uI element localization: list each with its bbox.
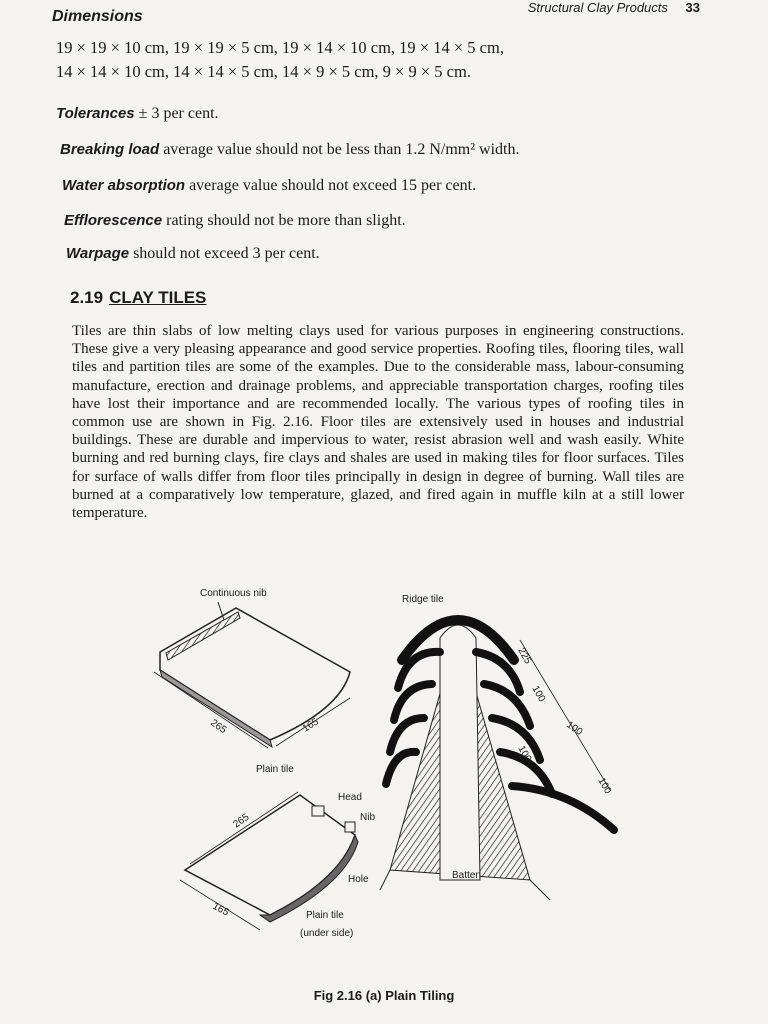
label-dim-100-c: 100: [515, 744, 534, 764]
label-ridge-tile: Ridge tile: [402, 594, 444, 605]
running-head-title: Structural Clay Products: [527, 0, 668, 15]
label-nib: Nib: [360, 812, 376, 823]
spec-warpage: [66, 244, 320, 264]
figure-drawing: [140, 580, 640, 960]
section-heading: [70, 288, 206, 308]
section-number: 2.19: [70, 288, 104, 307]
plain-tile-drawing: [154, 602, 350, 748]
dimensions-label: Dimensions: [52, 8, 143, 25]
spec-label: Water absorption: [62, 177, 186, 194]
body-paragraph: Tiles are thin slabs of low melting clays used for various purposes in engineering constructions. These give a very pleasing appearance and good service properties. Roofing tiles, flooring tiles, wall tiles and partition tiles are some of the examples. Due to the considerable mass, labour-consuming manufacture, erection and drainage problems, and appreciable transportation charges, roofing tiles have lost their importance and are recommended locally. The various types of roofing tiles in common use are shown in Fig. 2.16. Floor tiles are extensively used in houses and industrial buildings. These are durable and impervious to water, resist abrasion well and wash easily. White burning and red burning clays, fire clays and shales are used in making tiles for floor surfaces. Tiles for surface of walls differ from floor tiles principally in design in degree of burning. Wall tiles are burned at a comparatively low temperature, glazed, and fired again in muffle kiln at a still lower temperature.: [72, 323, 684, 522]
label-dim-265-a: 265: [208, 717, 229, 737]
label-dim-165-a: 165: [300, 716, 321, 735]
running-head: [528, 0, 700, 15]
spec-label: Tolerances: [56, 105, 135, 122]
spec-efflorescence: [64, 211, 406, 231]
dimensions-line-2: 14 × 14 × 10 cm, 14 × 14 × 5 cm, 14 × 9 × 5 cm, 9 × 9 × 5 cm.: [56, 62, 471, 81]
label-dim-100-b: 100: [564, 719, 585, 739]
label-plain-tile-under-2: (under side): [300, 928, 354, 939]
spec-tolerances: [56, 104, 219, 124]
ridge-tiling-drawing: [380, 620, 614, 900]
spec-text: ± 3 per cent.: [134, 105, 219, 122]
spec-text: should not exceed 3 per cent.: [129, 245, 320, 262]
figure-caption: Fig 2.16 (a) Plain Tiling: [313, 988, 455, 1003]
label-plain-tile-under-1: Plain tile: [306, 910, 344, 921]
spec-text: average value should not exceed 15 per cent.: [185, 177, 477, 194]
label-dim-100-a: 100: [529, 684, 548, 704]
label-head: Head: [338, 792, 362, 803]
page-number: 33: [685, 0, 700, 15]
label-batten: Batten: [452, 870, 481, 881]
spec-label: Warpage: [66, 245, 130, 262]
label-dim-225: 225: [515, 646, 534, 666]
label-hole: Hole: [348, 874, 369, 885]
spec-label: Efflorescence: [64, 212, 163, 229]
spec-label: Breaking load: [60, 141, 160, 158]
spec-text: average value should not be less than 1.2 N/mm² width.: [159, 141, 520, 158]
label-plain-tile: Plain tile: [256, 764, 294, 775]
spec-text: rating should not be more than slight.: [162, 212, 406, 229]
label-dim-165-b: 165: [210, 900, 231, 919]
spec-breaking-load: [60, 140, 519, 160]
dimensions-line-1: 19 × 19 × 10 cm, 19 × 19 × 5 cm, 19 × 14 × 10 cm, 19 × 14 × 5 cm,: [56, 38, 504, 57]
label-continuous-nib: Continuous nib: [200, 588, 267, 599]
figure-plain-tiling: [140, 580, 640, 960]
spec-water-absorption: [62, 176, 476, 196]
label-dim-100-d: 100: [595, 776, 614, 796]
section-title: CLAY TILES: [109, 288, 207, 307]
label-dim-265-b: 265: [231, 811, 252, 831]
